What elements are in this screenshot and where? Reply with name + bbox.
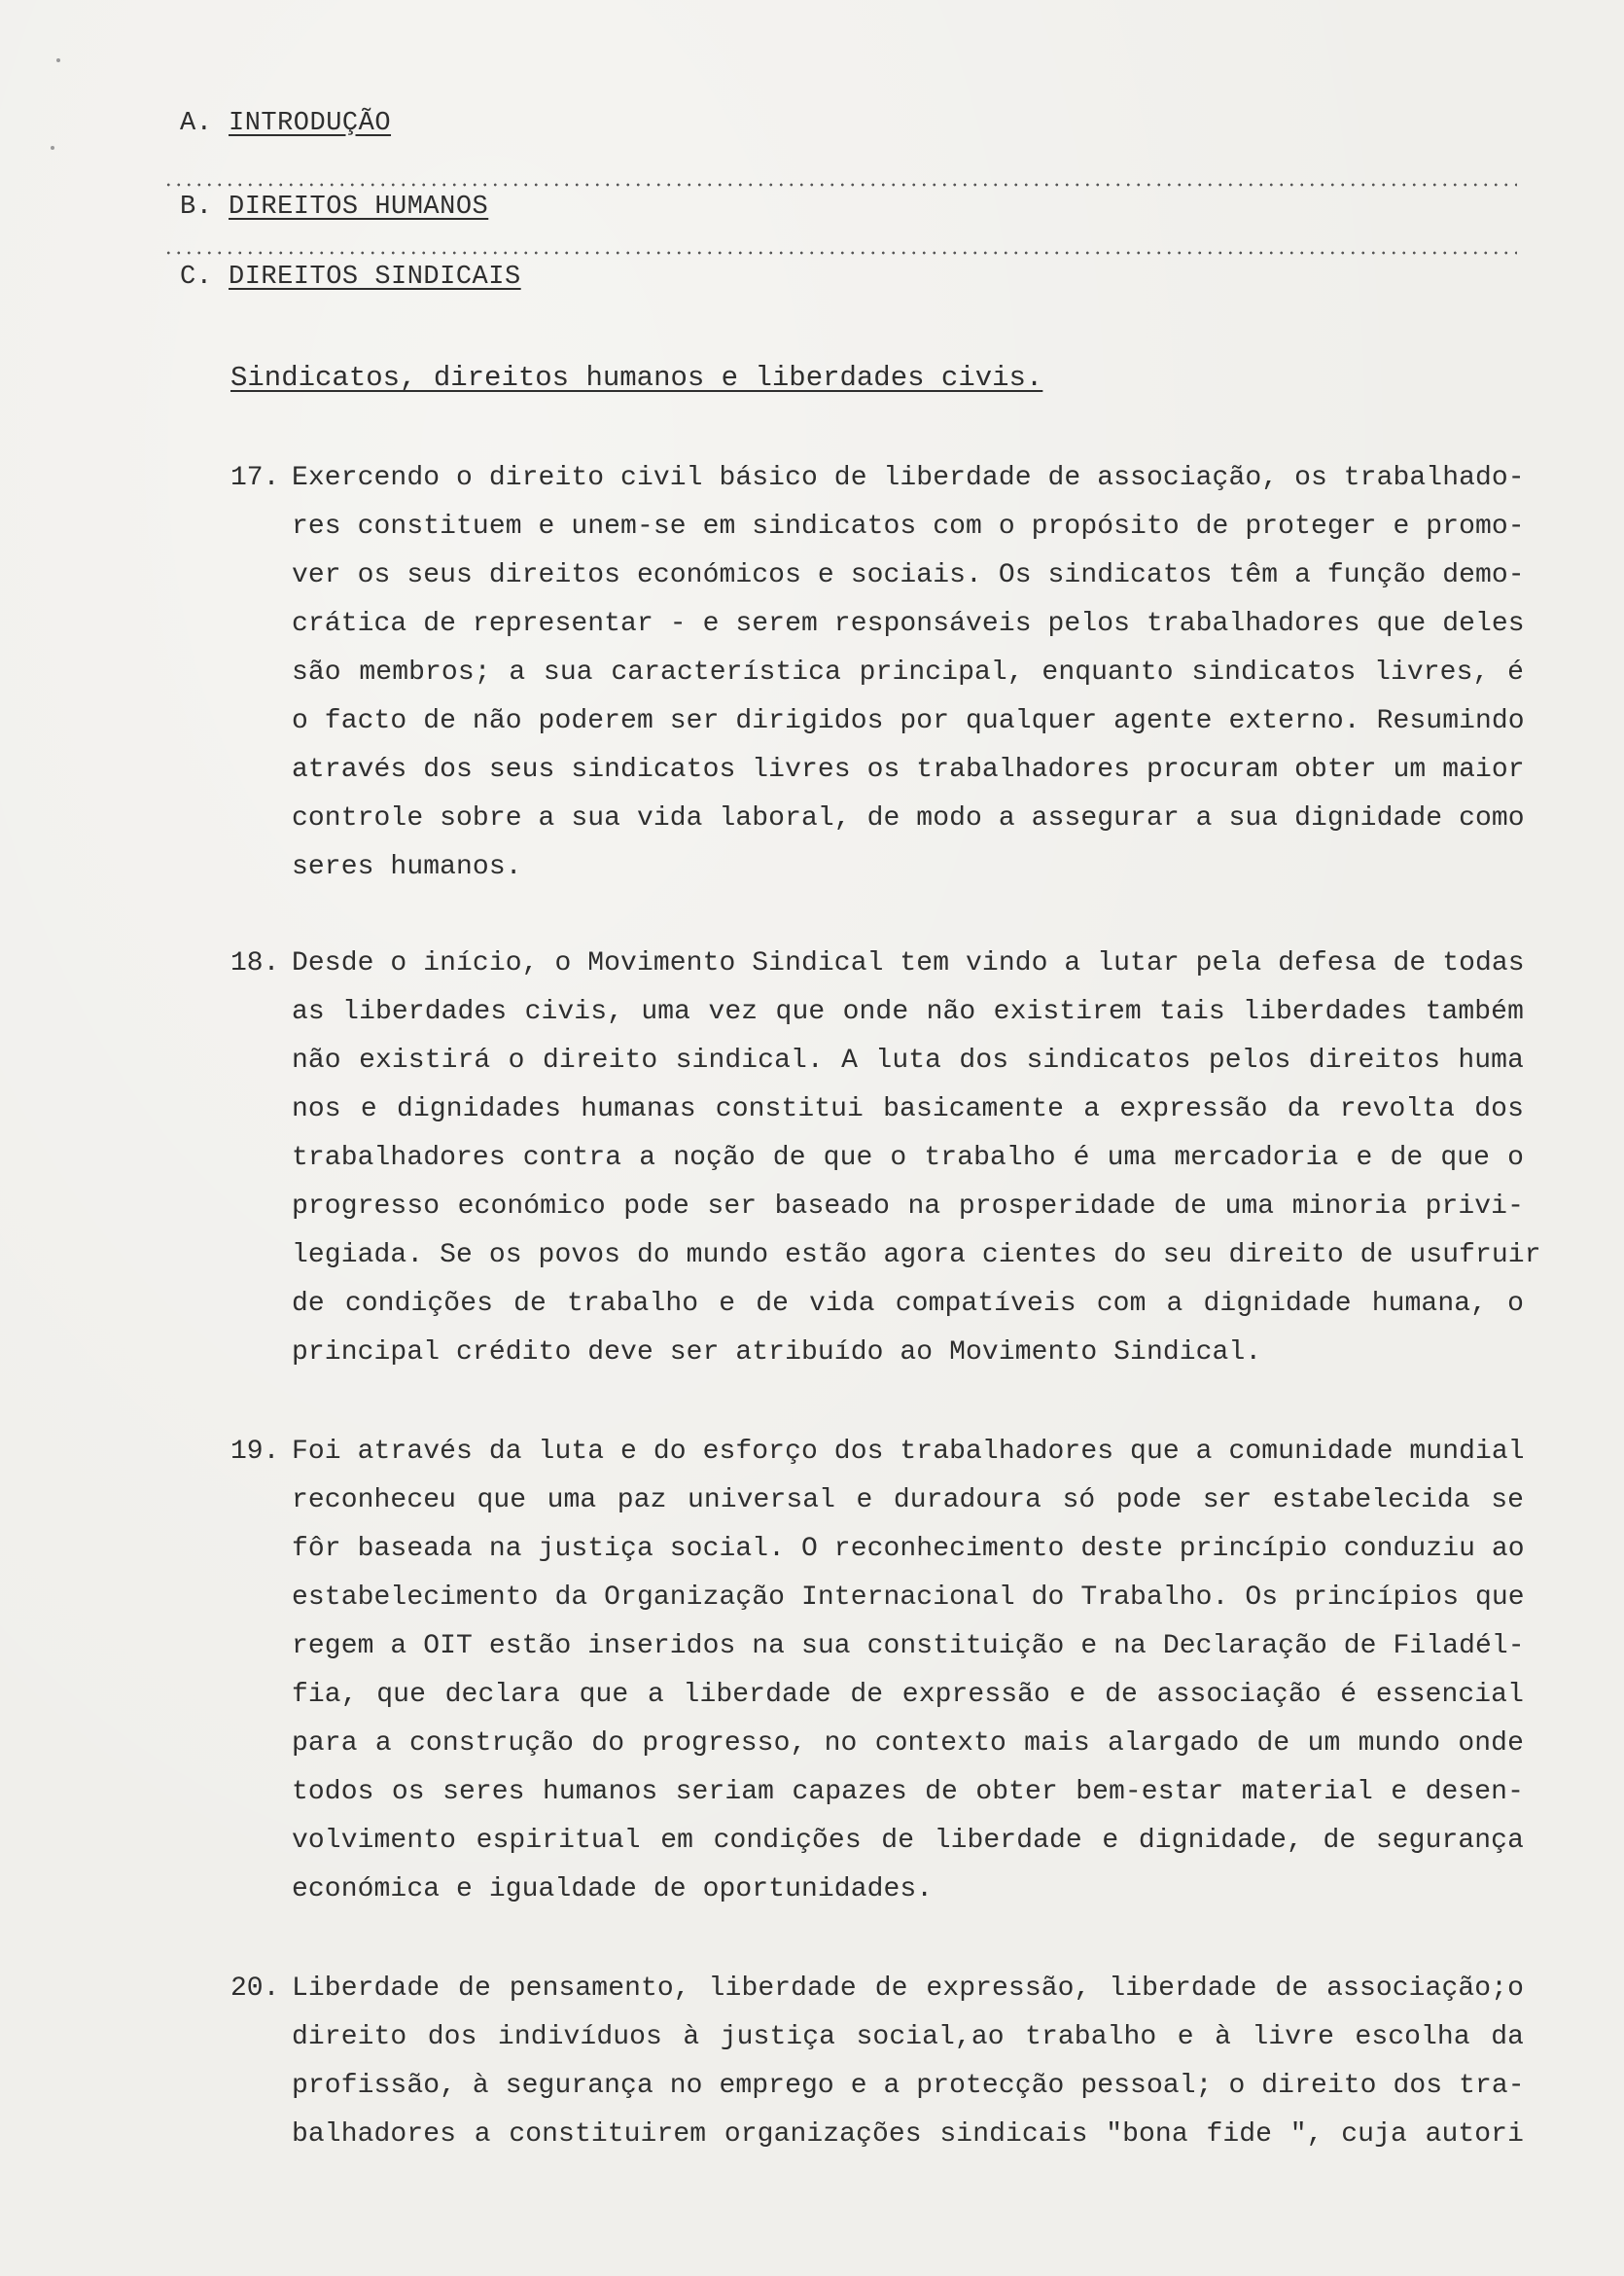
paragraph-number: 17. <box>230 463 280 493</box>
paragraph-line: seres humanos. <box>292 852 522 882</box>
paragraph-20 <box>230 1965 1524 2159</box>
paragraph-line: profissão, à segurança no emprego e a protecção pessoal; o direito dos tra- <box>292 2071 1525 2101</box>
section-title: INTRODUÇÃO <box>229 109 392 138</box>
paragraph-line: as liberdades civis, uma vez que onde não existirem tais liberdades também <box>292 997 1524 1027</box>
paragraph-line: fôr baseada na justiça social. O reconhecimento deste princípio conduziu ao <box>292 1534 1525 1564</box>
section-b-heading <box>180 193 488 222</box>
paragraph-line: para a construção do progresso, no contexto mais alargado de um mundo onde <box>292 1728 1524 1759</box>
paragraph-line: ver os seus direitos económicos e sociais. Os sindicatos têm a função demo- <box>292 560 1525 590</box>
paragraph-line: volvimento espiritual em condições de liberdade e dignidade, de segurança <box>292 1826 1524 1856</box>
dotted-divider <box>163 183 1517 187</box>
paragraph-line: trabalhadores contra a noção de que o trabalho é uma mercadoria e de que o <box>292 1143 1524 1173</box>
subsection-title: Sindicatos, direitos humanos e liberdades civis. <box>230 362 1043 394</box>
paragraph-18 <box>230 940 1541 1377</box>
paragraph-line: controle sobre a sua vida laboral, de modo a assegurar a sua dignidade como <box>292 803 1525 834</box>
paragraph-line: regem a OIT estão inseridos na sua constituição e na Declaração de Filadél- <box>292 1631 1525 1661</box>
paragraph-line: balhadores a constituirem organizações sindicais "bona fide ", cuja autori <box>292 2119 1524 2150</box>
paragraph-line: fia, que declara que a liberdade de expressão e de associação é essencial <box>292 1680 1524 1710</box>
paragraph-line: são membros; a sua característica principal, enquanto sindicatos livres, é <box>292 658 1524 688</box>
paragraph-line: Exercendo o direito civil básico de liberdade de associação, os trabalhado- <box>292 463 1525 493</box>
section-title: DIREITOS SINDICAIS <box>229 263 521 292</box>
paragraph-line: todos os seres humanos seriam capazes de obter bem-estar material e desen- <box>292 1777 1524 1807</box>
section-letter: C. <box>180 263 213 292</box>
section-letter: A. <box>180 109 213 138</box>
paragraph-19 <box>230 1428 1524 1914</box>
paragraph-line: Desde o início, o Movimento Sindical tem vindo a lutar pela defesa de todas <box>292 948 1525 978</box>
paper-speck <box>56 58 60 62</box>
paragraph-line: estabelecimento da Organização Internacional do Trabalho. Os princípios que <box>292 1583 1525 1613</box>
paragraph-line: direito dos indivíduos à justiça social,ao trabalho e à livre escolha da <box>292 2022 1524 2052</box>
paragraph-number: 18. <box>230 948 280 978</box>
paragraph-line: crática de representar - e serem responsáveis pelos trabalhadores que deles <box>292 609 1525 639</box>
paragraph-number: 20. <box>230 1974 280 2004</box>
paragraph-line: de condições de trabalho e de vida compatíveis com a dignidade humana, o <box>292 1289 1524 1319</box>
paragraph-line: não existirá o direito sindical. A luta dos sindicatos pelos direitos huma <box>292 1046 1524 1076</box>
paragraph-line: económica e igualdade de oportunidades. <box>292 1874 934 1904</box>
paper-speck <box>51 146 54 150</box>
section-a-heading <box>180 109 391 138</box>
paragraph-line: legiada. Se os povos do mundo estão agora cientes do seu direito de usufruir <box>292 1240 1541 1270</box>
paragraph-line: res constituem e unem-se em sindicatos com o propósito de proteger e promo- <box>292 512 1525 542</box>
paragraph-line: principal crédito deve ser atribuído ao Movimento Sindical. <box>292 1337 1262 1368</box>
dotted-divider <box>163 251 1517 255</box>
paragraph-line: nos e dignidades humanas constitui basicamente a expressão da revolta dos <box>292 1094 1524 1124</box>
section-title: DIREITOS HUMANOS <box>229 193 489 222</box>
paragraph-line: o facto de não poderem ser dirigidos por qualquer agente externo. Resumindo <box>292 706 1525 736</box>
paragraph-line: Foi através da luta e do esforço dos trabalhadores que a comunidade mundial <box>292 1437 1525 1467</box>
paragraph-line: progresso económico pode ser baseado na prosperidade de uma minoria privi- <box>292 1191 1524 1222</box>
paragraph-line: através dos seus sindicatos livres os trabalhadores procuram obter um maior <box>292 755 1525 785</box>
paragraph-number: 19. <box>230 1437 280 1467</box>
section-c-heading <box>180 263 521 292</box>
paragraph-17 <box>230 454 1524 892</box>
paragraph-line: reconheceu que uma paz universal e duradoura só pode ser estabelecida se <box>292 1485 1524 1515</box>
paragraph-line: Liberdade de pensamento, liberdade de expressão, liberdade de associação;o <box>292 1974 1524 2004</box>
section-letter: B. <box>180 193 213 222</box>
